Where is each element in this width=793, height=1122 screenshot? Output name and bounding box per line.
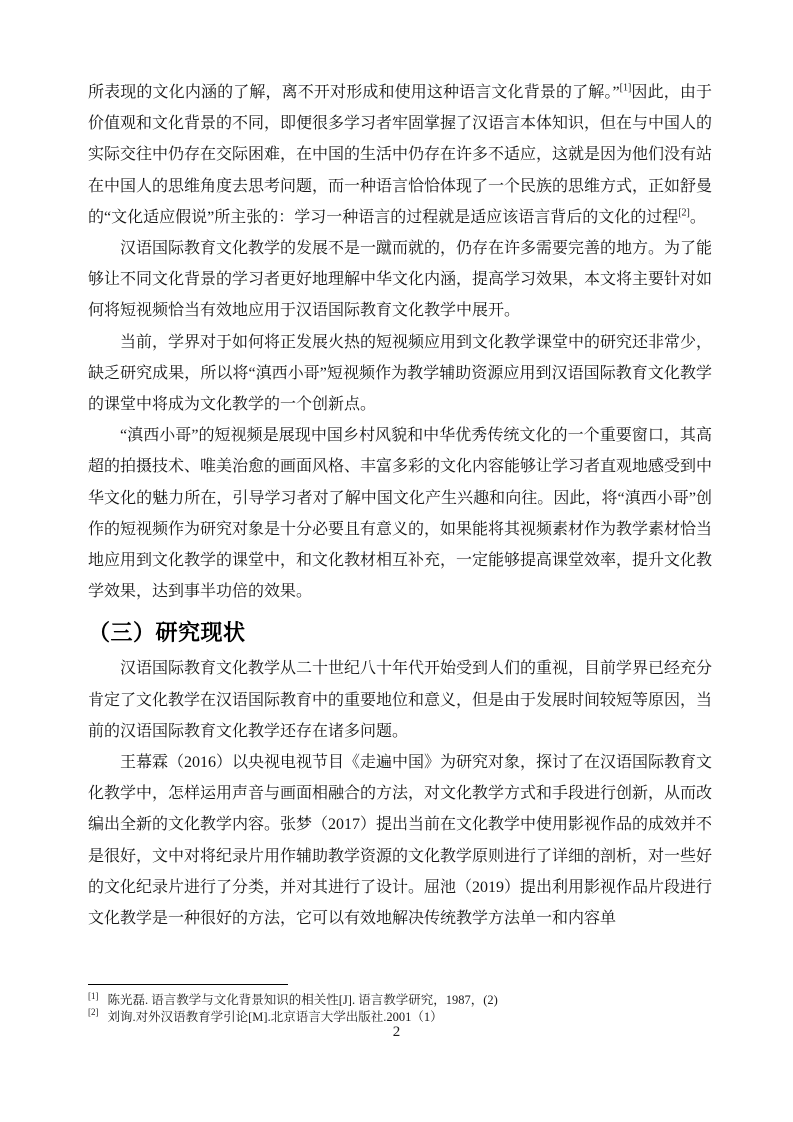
paragraph: “滇西小哥”的短视频是展现中国乡村风貌和中华优秀传统文化的一个重要窗口，其高超的拍摄技术、唯美治愈的画面风格、丰富多彩的文化内容能够让学习者直观地感受到中华文化的魅力所在，引导学习者对了解中国文化产生兴趣和向往。因此，将“滇西小哥”创作的短视频作为研究对象是十分必要且有意义的，如果能将其视频素材作为教学素材恰当地应用到文化教学的课堂中，和文化教材相互补充，一定能够提高课堂效率，提升文化教学效果，达到事半功倍的效果。 [88,427,713,601]
paragraph: 当前，学界对于如何将正发展火热的短视频应用到文化教学课堂中的研究还非常少，缺乏研究成果，所以将“滇西小哥”短视频作为教学辅助资源应用到汉语国际教育文化教学的课堂中将成为文化教学的一个创新点。 [88,333,713,414]
paragraph: 所表现的文化内涵的了解，离不开对形成和使用这种语言文化背景的了解。”[1]因此，由于价值观和文化背景的不同，即便很多学习者牢固掌握了汉语言本体知识，但在与中国人的实际交往中仍存在交际困难，在中国的生活中仍存在许多不适应，这就是因为他们没有站在中国人的思维角度去思考问题，而一种语言恰恰体现了一个民族的思维方式，正如舒曼的“文化适应假说”所主张的：学习一种语言的过程就是适应该语言背后的文化的过程[2]。 [88,82,713,226]
paragraph: 王幕霖（2016）以央视电视节目《走遍中国》为研究对象，探讨了在汉语国际教育文化教学中，怎样运用声音与画面相融合的方法，对文化教学方式和手段进行创新，从而改编出全新的文化教学内容。张梦（2017）提出当前在文化教学中使用影视作品的成效并不是很好，文中对将纪录片用作辅助教学资源的文化教学原则进行了详细的剖析，对一些好的文化纪录片进行了分类，并对其进行了设计。屈池（2019）提出利用影视作品片段进行文化教学是一种很好的方法，它可以有效地解决传统教学方法单一和内容单 [88,754,713,928]
page-number: 2 [392,1024,401,1040]
footnote-reference-marker: [1] [619,82,632,94]
section-heading: （三）研究现状 [88,620,246,646]
footnote: [2] 刘询.对外汉语教育学引论[M].北京语言大学出版社.2001（1） [88,1007,443,1024]
footnote-area [88,984,712,1025]
footnote-list [88,992,712,1025]
footnote-reference-marker: [2] [678,207,690,219]
paragraph: 汉语国际教育文化教学的发展不是一蹴而就的，仍存在许多需要完善的地方。为了能够让不同文化背景的学习者更好地理解中华文化内涵，提高学习效果，本文将主要针对如何将短视频恰当有效地应用于汉语国际教育文化教学中展开。 [88,240,713,320]
paragraph: 汉语国际教育文化教学从二十世纪八十年代开始受到人们的重视，目前学界已经充分肯定了文化教学在汉语国际教育中的重要地位和意义，但是由于发展时间较短等原因，当前的汉语国际教育文化教学还存在诸多问题。 [88,660,713,740]
footnote-marker: [1] [88,990,99,1001]
document-body [88,77,712,934]
footnote-marker: [2] [88,1007,99,1018]
footnote: [1] 陈光磊. 语言教学与文化背景知识的相关性[J]. 语言教学研究，1987，(2) [88,990,498,1007]
footnote-separator-rule [88,984,288,985]
